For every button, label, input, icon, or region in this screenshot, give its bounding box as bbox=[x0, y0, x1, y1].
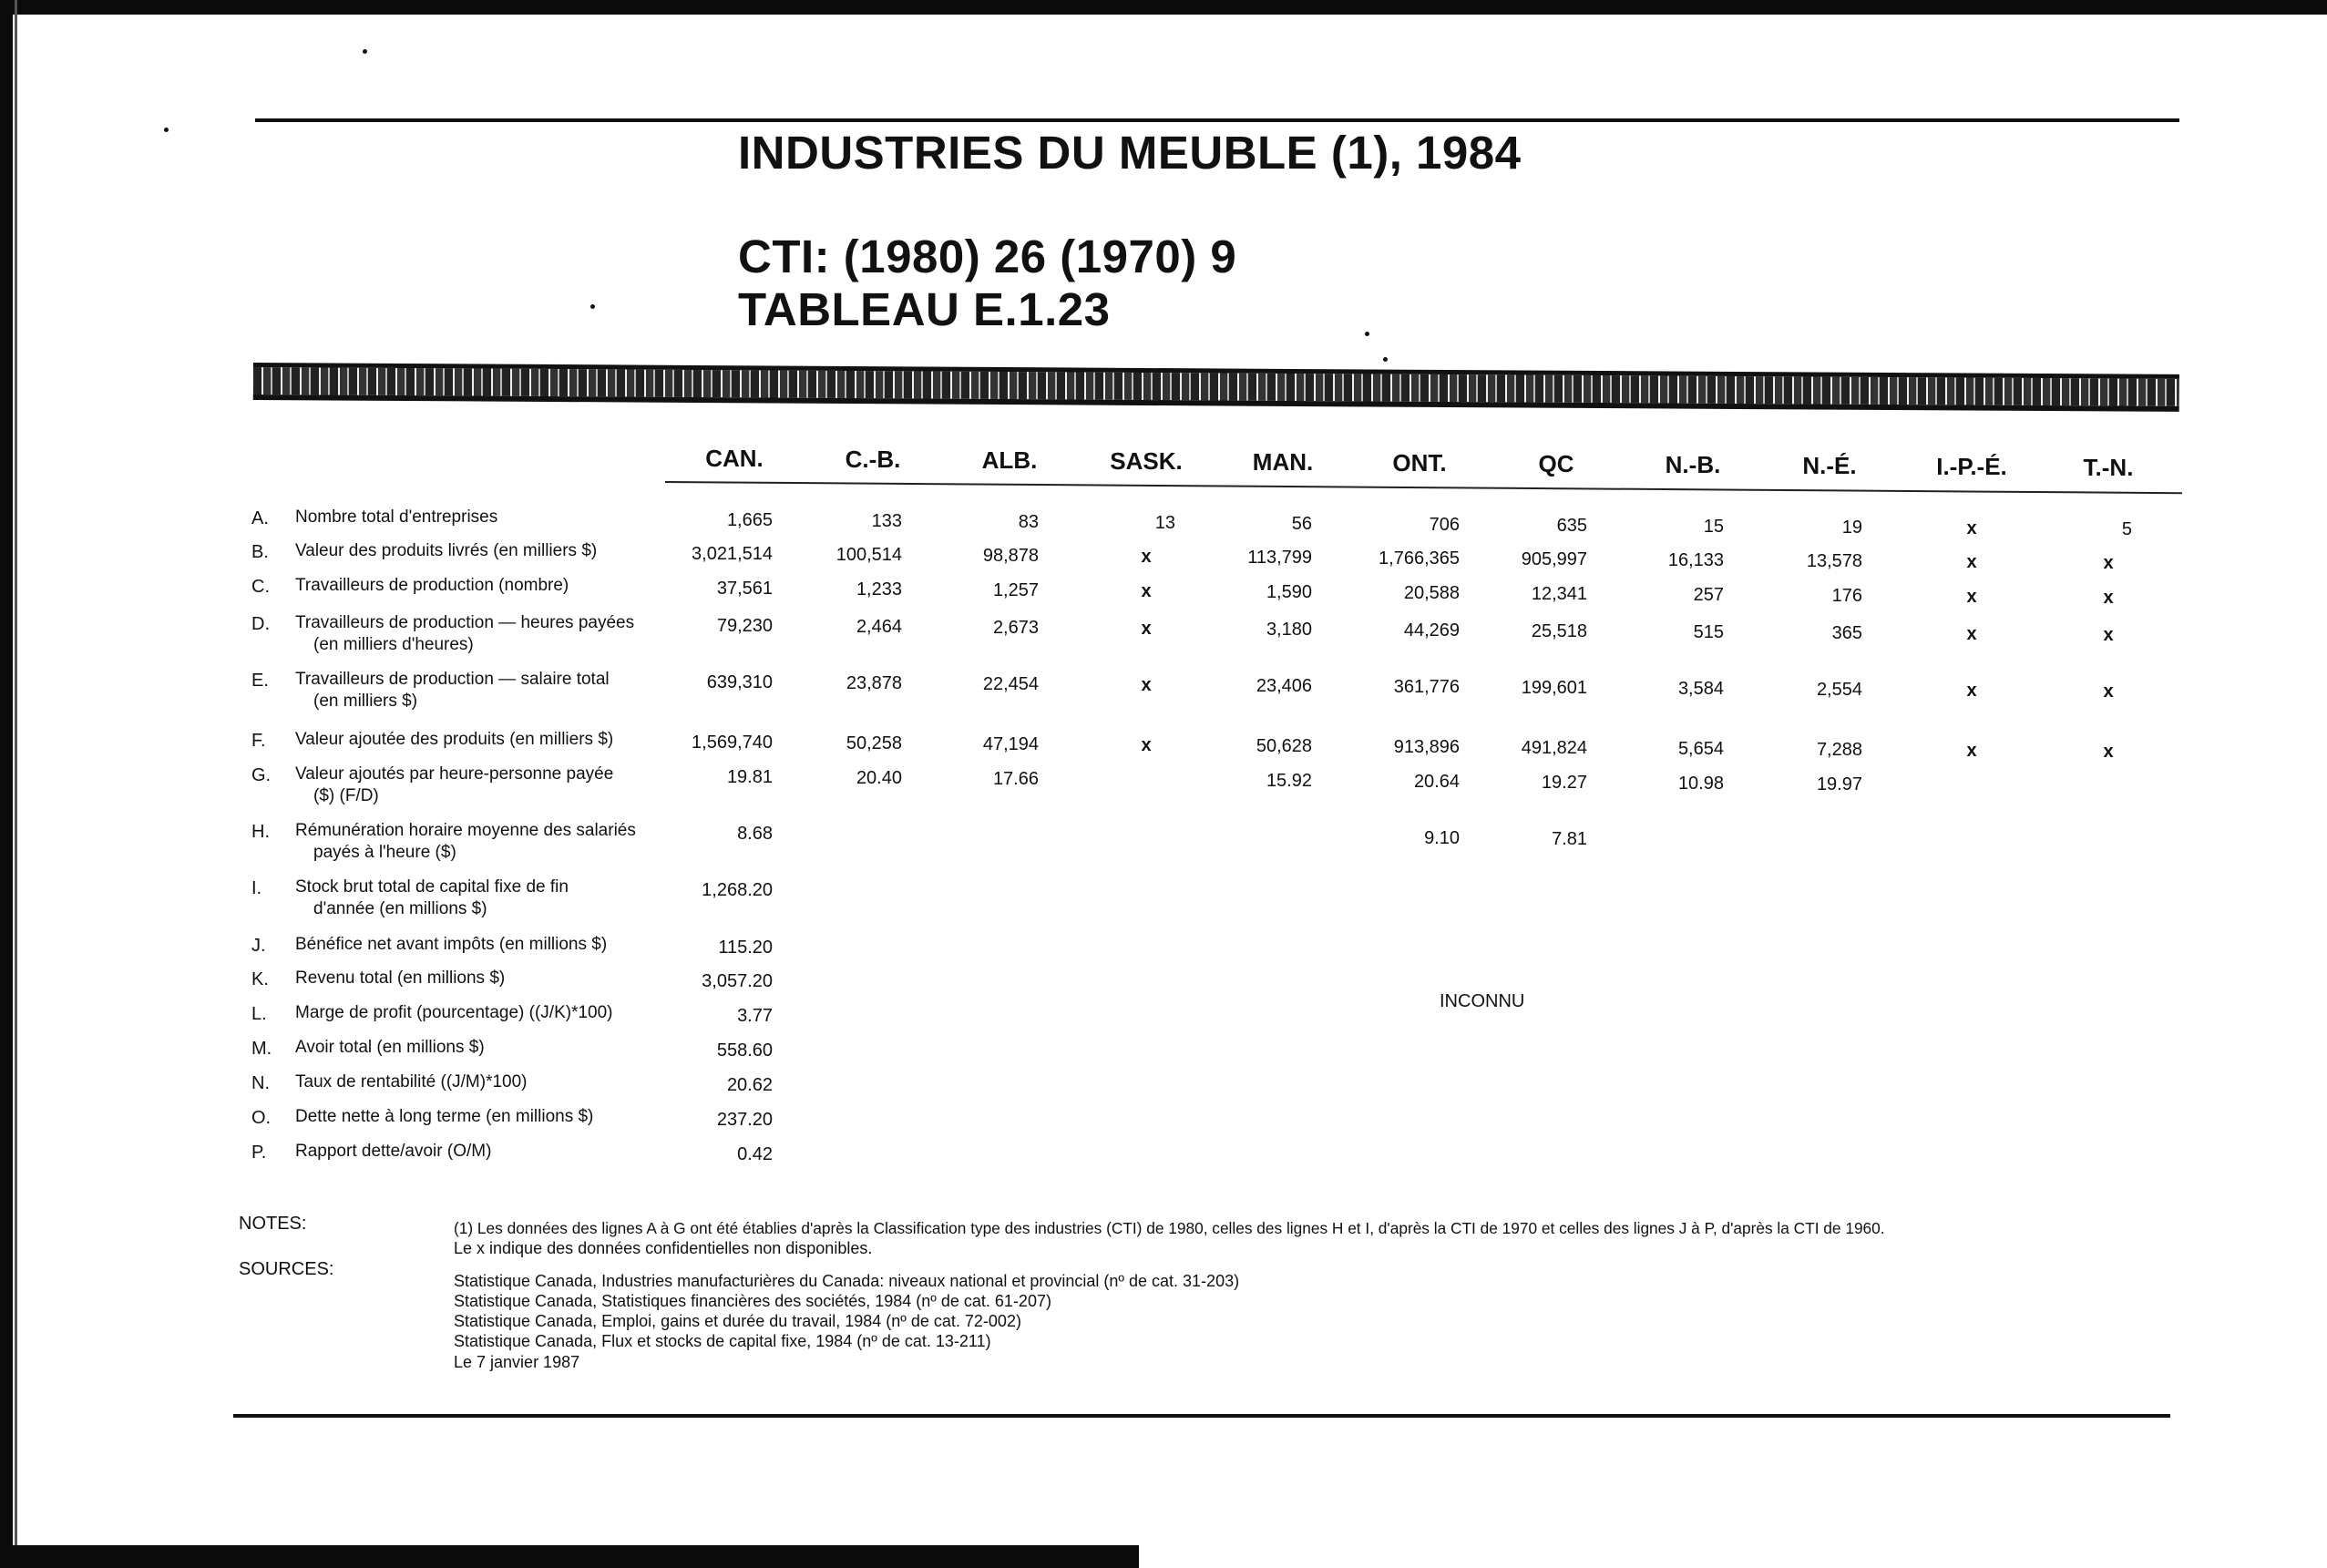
table-cell: x bbox=[1966, 680, 1977, 701]
row-label-line: Valeur ajoutés par heure-personne payée bbox=[295, 764, 614, 784]
column-header: N.-B. bbox=[1665, 450, 1721, 478]
page-title: INDUSTRIES DU MEUBLE (1), 1984 bbox=[738, 127, 1522, 179]
table-cell: x bbox=[1966, 518, 1977, 538]
table-cell: 1,268.20 bbox=[702, 880, 773, 900]
column-header: ALB. bbox=[981, 446, 1038, 474]
table-cell: 3,021,514 bbox=[692, 544, 773, 564]
note-line: (1) Les données des lignes A à G ont été établies d'après la Classification type des industries (CTI) de 1980, celles des lignes H et I, d'après la CTI de 1970 et celles des lignes J à P, d'après la CTI de 1960. bbox=[454, 1219, 1885, 1237]
table-cell: 3.77 bbox=[737, 1006, 773, 1026]
row-label bbox=[295, 1037, 485, 1059]
table-cell: 13 bbox=[1154, 512, 1175, 533]
table-cell: 257 bbox=[1693, 584, 1724, 605]
table-cell: 22,454 bbox=[982, 673, 1039, 694]
row-label-line: ($) (F/D) bbox=[313, 786, 379, 805]
row-label-line: (en milliers $) bbox=[313, 692, 418, 711]
table-cell: 1,766,365 bbox=[1379, 548, 1460, 569]
table-cell: 7.81 bbox=[1552, 828, 1587, 849]
table-cell: 515 bbox=[1693, 621, 1724, 642]
table-cell: 913,896 bbox=[1393, 736, 1460, 757]
row-label bbox=[295, 540, 597, 562]
table-cell: 2,464 bbox=[856, 616, 902, 637]
table-cell: 115.20 bbox=[718, 938, 773, 958]
table-cell: 5 bbox=[2121, 518, 2132, 539]
scan-border-bottom bbox=[0, 1545, 1139, 1568]
row-label bbox=[295, 669, 610, 712]
column-header: ONT. bbox=[1392, 448, 1447, 477]
note-line: Statistique Canada, Statistiques financières des sociétés, 1984 (nº de cat. 61-207) bbox=[454, 1292, 1051, 1310]
table-cell: 1,257 bbox=[992, 579, 1039, 600]
table-cell: 25,518 bbox=[1531, 620, 1587, 641]
row-label-line: Dette nette à long terme (en millions $) bbox=[295, 1107, 594, 1126]
table-cell: 2,673 bbox=[992, 617, 1039, 638]
cti-code: CTI: (1980) 26 (1970) 9 bbox=[738, 231, 1237, 282]
note-line: Statistique Canada, Industries manufacturières du Canada: niveaux national et provincial (nº de cat. 31-203) bbox=[454, 1272, 1240, 1290]
table-cell: 15.92 bbox=[1266, 770, 1312, 791]
column-header: C.-B. bbox=[845, 445, 901, 473]
scan-border-left bbox=[0, 0, 13, 1568]
table-cell: 1,233 bbox=[856, 579, 902, 600]
column-header: QC bbox=[1538, 449, 1574, 477]
scan-border-top bbox=[0, 0, 2327, 15]
table-cell: 133 bbox=[871, 510, 902, 531]
row-label bbox=[295, 1106, 593, 1128]
table-cell: 0.42 bbox=[737, 1144, 773, 1164]
table-cell: x bbox=[2103, 624, 2114, 645]
table-cell: 365 bbox=[1831, 622, 1862, 643]
sources-label: SOURCES: bbox=[239, 1259, 334, 1279]
table-cell: 50,258 bbox=[846, 733, 902, 753]
table-cell: x bbox=[2103, 552, 2114, 573]
table-cell: 3,180 bbox=[1266, 619, 1312, 640]
row-label bbox=[295, 1002, 613, 1024]
table-cell: 1,590 bbox=[1266, 581, 1312, 602]
row-label-line: Avoir total (en millions $) bbox=[295, 1038, 485, 1057]
row-label bbox=[295, 1071, 528, 1093]
table-cell: 113,799 bbox=[1247, 547, 1312, 568]
table-cell: 635 bbox=[1556, 515, 1587, 536]
table-cell: 37,561 bbox=[716, 579, 773, 599]
table-cell: 19.81 bbox=[726, 767, 773, 787]
table-cell: x bbox=[1141, 734, 1152, 755]
column-header: CAN. bbox=[705, 445, 764, 472]
table-cell: 20.40 bbox=[856, 767, 902, 788]
row-letter: N. bbox=[251, 1073, 270, 1093]
top-rule bbox=[255, 118, 2179, 122]
table-id: TABLEAU E.1.23 bbox=[738, 283, 1111, 335]
row-label bbox=[295, 1141, 491, 1163]
row-label-line: Valeur ajoutée des produits (en milliers $) bbox=[295, 730, 614, 749]
table-cell: 2,554 bbox=[1816, 679, 1862, 700]
row-label-line: (en milliers d'heures) bbox=[313, 635, 474, 654]
table-cell: 20.64 bbox=[1413, 771, 1460, 792]
row-label bbox=[295, 968, 505, 989]
table-cell: 176 bbox=[1831, 585, 1862, 606]
row-letter: J. bbox=[251, 936, 266, 956]
table-cell: 100,514 bbox=[835, 544, 902, 565]
row-letter: B. bbox=[251, 542, 269, 562]
table-cell: x bbox=[2103, 681, 2114, 702]
table-cell: 1,569,740 bbox=[692, 733, 773, 753]
row-label-line: Travailleurs de production — heures payées bbox=[295, 613, 635, 632]
table-cell: 20,588 bbox=[1403, 582, 1460, 603]
row-label-line: Nombre total d'entreprises bbox=[295, 507, 498, 527]
row-label-line: Taux de rentabilité ((J/M)*100) bbox=[295, 1072, 528, 1091]
row-label bbox=[295, 507, 497, 528]
row-letter: H. bbox=[251, 822, 270, 842]
row-letter: C. bbox=[251, 577, 270, 597]
row-label-line: Marge de profit (pourcentage) ((J/K)*100) bbox=[295, 1003, 613, 1022]
row-letter: L. bbox=[251, 1004, 267, 1024]
table-cell: x bbox=[1966, 740, 1977, 761]
row-label bbox=[295, 820, 636, 864]
table-cell: 56 bbox=[1291, 513, 1312, 534]
row-label-line: Stock brut total de capital fixe de fin bbox=[295, 877, 569, 897]
table-cell: 7,288 bbox=[1816, 739, 1862, 760]
speck bbox=[1383, 357, 1388, 362]
notes-label: NOTES: bbox=[239, 1214, 307, 1234]
row-label-line: Travailleurs de production — salaire total bbox=[295, 670, 610, 689]
note-line: Le 7 janvier 1987 bbox=[454, 1353, 580, 1371]
table-cell: x bbox=[1141, 674, 1152, 695]
row-label-line: Rémunération horaire moyenne des salariés bbox=[295, 821, 636, 840]
table-cell: 20.62 bbox=[726, 1075, 773, 1095]
table-cell: 19.27 bbox=[1541, 772, 1587, 793]
row-label-line: Rapport dette/avoir (O/M) bbox=[295, 1142, 492, 1161]
speck bbox=[590, 304, 595, 309]
note-line: Statistique Canada, Flux et stocks de capital fixe, 1984 (nº de cat. 13-211) bbox=[454, 1332, 991, 1350]
header-band bbox=[253, 363, 2179, 412]
table-cell: 8.68 bbox=[737, 824, 773, 844]
note-line: Le x indique des données confidentielles non disponibles. bbox=[454, 1239, 873, 1257]
row-label bbox=[295, 764, 613, 807]
table-cell: 558.60 bbox=[716, 1040, 773, 1061]
column-header: MAN. bbox=[1252, 447, 1314, 476]
table-cell: x bbox=[1141, 618, 1152, 639]
table-cell: 50,628 bbox=[1256, 735, 1312, 756]
row-letter: M. bbox=[251, 1039, 272, 1059]
column-header-rule bbox=[665, 481, 2182, 494]
row-letter: G. bbox=[251, 765, 272, 785]
table-cell: 83 bbox=[1018, 511, 1039, 532]
inconnu-note: INCONNU bbox=[1440, 991, 1525, 1011]
table-cell: 199,601 bbox=[1521, 677, 1587, 698]
speck bbox=[1365, 332, 1369, 336]
table-cell: x bbox=[1966, 551, 1977, 572]
column-header: N.-É. bbox=[1802, 451, 1857, 479]
table-cell: 47,194 bbox=[982, 733, 1039, 754]
row-label bbox=[295, 612, 634, 656]
row-letter: O. bbox=[251, 1108, 272, 1128]
table-cell: 23,878 bbox=[846, 672, 902, 693]
table-cell: 639,310 bbox=[706, 672, 773, 692]
speck bbox=[363, 49, 367, 54]
row-letter: K. bbox=[251, 969, 269, 989]
table-cell: 3,584 bbox=[1677, 678, 1724, 699]
table-cell: 237.20 bbox=[716, 1110, 773, 1130]
row-label-line: d'année (en millions $) bbox=[313, 899, 487, 918]
column-header: T.-N. bbox=[2083, 453, 2134, 481]
table-cell: 19.97 bbox=[1816, 774, 1862, 794]
table-cell: x bbox=[2103, 741, 2114, 762]
table-cell: 98,878 bbox=[982, 545, 1039, 566]
row-label bbox=[295, 876, 569, 920]
table-cell: 16,133 bbox=[1667, 549, 1724, 570]
table-cell: x bbox=[1141, 546, 1152, 567]
row-label-line: Travailleurs de production (nombre) bbox=[295, 576, 569, 595]
row-label bbox=[295, 575, 569, 597]
table-cell: 44,269 bbox=[1403, 620, 1460, 641]
table-cell: 17.66 bbox=[992, 768, 1039, 789]
table-cell: x bbox=[1141, 580, 1152, 601]
row-label-line: Valeur des produits livrés (en milliers $) bbox=[295, 541, 598, 560]
table-cell: 12,341 bbox=[1531, 583, 1587, 604]
table-cell: 905,997 bbox=[1521, 548, 1587, 569]
table-cell: x bbox=[2103, 587, 2114, 608]
table-cell: 23,406 bbox=[1256, 675, 1312, 696]
row-label-line: Bénéfice net avant impôts (en millions $) bbox=[295, 935, 608, 954]
row-letter: F. bbox=[251, 731, 266, 751]
table-cell: 13,578 bbox=[1806, 550, 1862, 571]
bottom-rule bbox=[233, 1414, 2170, 1418]
column-header: SASK. bbox=[1110, 446, 1183, 475]
note-line: Statistique Canada, Emploi, gains et durée du travail, 1984 (nº de cat. 72-002) bbox=[454, 1312, 1021, 1330]
table-cell: 491,824 bbox=[1521, 737, 1587, 758]
table-cell: 9.10 bbox=[1424, 827, 1460, 848]
row-label bbox=[295, 729, 613, 751]
row-letter: D. bbox=[251, 614, 270, 634]
table-cell: 10.98 bbox=[1677, 773, 1724, 794]
table-cell: 5,654 bbox=[1677, 738, 1724, 759]
speck bbox=[164, 128, 169, 132]
row-letter: P. bbox=[251, 1143, 267, 1163]
table-cell: 79,230 bbox=[716, 616, 773, 636]
column-header: I.-P.-É. bbox=[1936, 452, 2007, 480]
row-label-line: Revenu total (en millions $) bbox=[295, 968, 506, 988]
table-cell: 706 bbox=[1429, 514, 1460, 535]
table-cell: 3,057.20 bbox=[702, 971, 773, 991]
scan-border-left-inner bbox=[15, 0, 17, 1568]
table-cell: x bbox=[1966, 623, 1977, 644]
row-letter: A. bbox=[251, 508, 269, 528]
table-cell: x bbox=[1966, 586, 1977, 607]
row-letter: I. bbox=[251, 878, 262, 898]
row-letter: E. bbox=[251, 671, 269, 691]
table-cell: 1,665 bbox=[726, 510, 773, 530]
table-cell: 361,776 bbox=[1393, 676, 1460, 697]
row-label-line: payés à l'heure ($) bbox=[313, 843, 456, 862]
table-cell: 19 bbox=[1841, 517, 1862, 538]
table-cell: 15 bbox=[1703, 516, 1724, 537]
row-label bbox=[295, 934, 607, 956]
